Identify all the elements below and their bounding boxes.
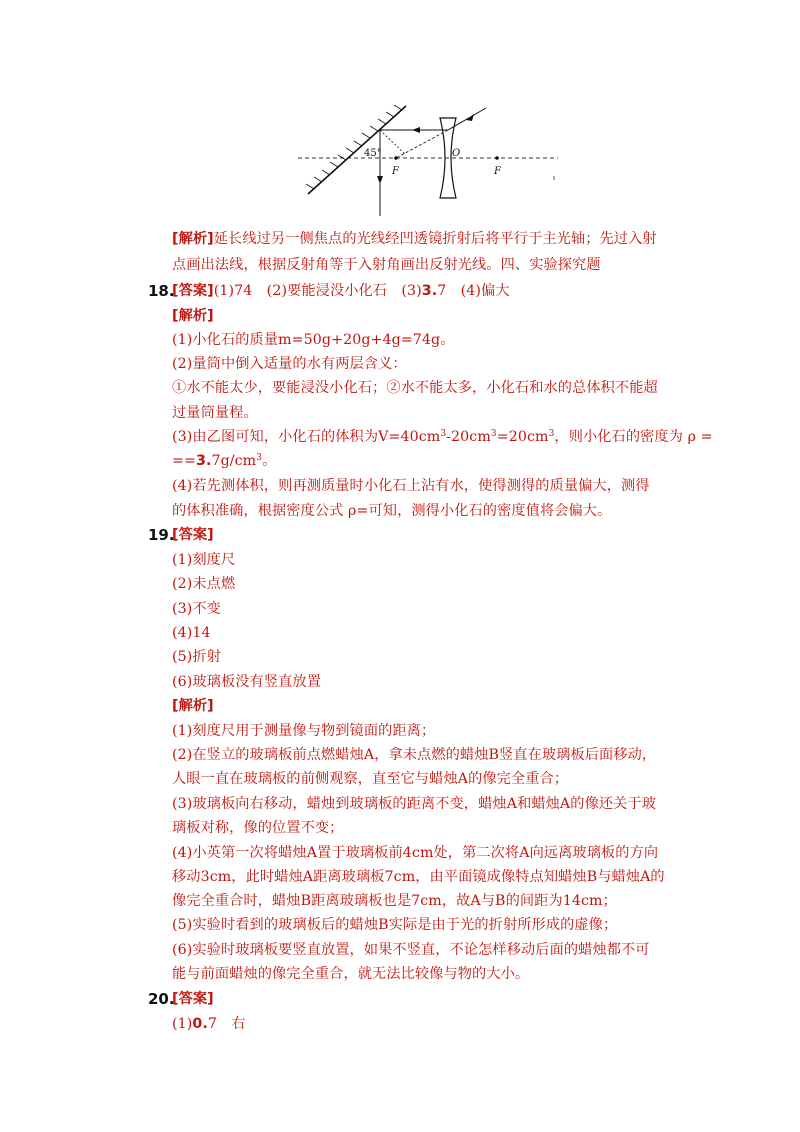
q19-analysis-line-6: (4)小英第一次将蜡烛A置于玻璃板前4cm处，第二次将A向远离玻璃板的方向 (172, 845, 659, 861)
q19-analysis-line-4: (3)玻璃板向右移动，蜡烛到玻璃板的距离不变，蜡烛A和蜡烛A的像还关于玻 (172, 796, 657, 812)
refracted-arrow (412, 127, 420, 133)
q20-answer-line (172, 1013, 246, 1035)
q19-answer-label: [答案] (172, 527, 214, 543)
q19-answer-4: (4)14 (172, 625, 211, 641)
q18-answer-label: [答案] (172, 283, 214, 299)
q19-analysis-line-7: 移动3cm，此时蜡烛A距离玻璃板7cm，由平面镜成像特点知蜡烛B与蜡烛A的 (172, 869, 665, 885)
q19-analysis-line-9: (5)实验时看到的玻璃板后的蜡烛B实际是由于光的折射所形成的虚像； (172, 917, 618, 933)
incident-arrow (466, 114, 474, 121)
q18-analysis-line-7: (4)若先测体积，则再测质量时小化石上沾有水，使得测得的质量偏大，测得 (172, 478, 650, 494)
focus-right-label: F (494, 166, 501, 177)
q20-answer-a: (1) (172, 1016, 193, 1032)
q18-volume-text-c: =20cm (496, 429, 549, 445)
center-label: O (452, 148, 461, 159)
q18-analysis-line-6 (172, 450, 276, 472)
focus-point-left (394, 156, 398, 160)
q18-density-c: 。 (262, 453, 277, 469)
q17-analysis-line-2: 点画出法线，根据反射角等于入射角画出反射光线。四、实验探究题 (172, 257, 601, 273)
angle-label: 45° (364, 148, 382, 159)
optics-diagram (296, 100, 560, 222)
q19-analysis-line-2: (2)在竖立的玻璃板前点燃蜡烛A，拿未点燃的蜡烛B竖直在玻璃板后面移动， (172, 747, 657, 763)
incident-ray (448, 108, 486, 130)
q19-answer-6: (6)玻璃板没有竖直放置 (172, 674, 321, 690)
q18-volume-text-a: (3)由乙图可知，小化石的体积为V=40cm (172, 429, 441, 445)
q19-analysis-line-8: 像完全重合时，蜡烛B距离玻璃板也是7cm，故A与B的间距为14cm； (172, 893, 617, 909)
q18-analysis-line-4: 过量筒量程。 (172, 405, 258, 421)
q18-sup-3: 3 (548, 429, 555, 439)
q18-sup-1: 3 (440, 429, 447, 439)
q18-analysis-line-5 (172, 426, 713, 448)
ray-extension (396, 130, 448, 158)
q19-analysis-line-11: 能与前面蜡烛的像完全重合，就无法比较像与物的大小。 (172, 966, 530, 982)
q18-answer-line (172, 280, 510, 302)
q19-analysis-line-3: 人眼一直在玻璃板的前侧观察，直至它与蜡烛A的像完全重合； (172, 771, 569, 787)
q18-volume-text-b: -20cm (446, 429, 491, 445)
q18-answer-a: (1)74 (2)要能浸没小化石 (3) (213, 283, 422, 299)
q17-analysis-label: [解析] (172, 231, 214, 247)
q18-density-bold: 3. (195, 453, 212, 469)
q19-analysis-line-1: (1)刻度尺用于测量像与物到镜面的距离； (172, 723, 436, 739)
q19-number: 19. (148, 526, 175, 544)
q17-analysis-line-1 (172, 228, 657, 250)
q19-analysis-line-10: (6)实验时玻璃板要竖直放置，如果不竖直，不论怎样移动后面的蜡烛都不可 (172, 942, 650, 958)
q20-answer-bold: 0. (192, 1016, 208, 1032)
q19-answer-1: (1)刻度尺 (172, 552, 236, 568)
q18-analysis-line-2: (2)量筒中倒入适量的水有两层含义： (172, 356, 407, 372)
reflected-arrow (377, 176, 383, 184)
q18-analysis-line-3: ①水不能太少，要能浸没小化石；②水不能太多，小化石和水的总体积不能超 (172, 380, 658, 396)
q18-analysis-line-1: (1)小化石的质量m=50g+20g+4g=74g。 (172, 332, 455, 348)
q19-analysis-label: [解析] (172, 698, 214, 714)
q18-sup-4: 3 (256, 453, 263, 463)
q18-analysis-label: [解析] (172, 308, 214, 324)
normal-line (380, 130, 406, 155)
q20-answer-label: [答案] (172, 991, 214, 1007)
mirror-hatching (306, 105, 402, 189)
q20-number: 20. (148, 990, 175, 1008)
q18-number: 18. (148, 282, 175, 300)
q19-answer-3: (3)不变 (172, 601, 221, 617)
q18-analysis-line-8: 的体积准确，根据密度公式 ρ=可知，测得小化石的密度值将会偏大。 (172, 503, 612, 519)
q18-sup-2: 3 (490, 429, 497, 439)
q18-answer-b: 7 (4)偏大 (437, 283, 510, 299)
q18-answer-bold: 3. (421, 283, 438, 299)
q19-answer-5: (5)折射 (172, 649, 221, 665)
q19-analysis-line-5: 璃板对称，像的位置不变； (172, 820, 344, 836)
q17-analysis-text-1: 延长线过另一侧焦点的光线经凹透镜折射后将平行于主光轴；先过入射 (213, 231, 657, 247)
q18-volume-text-d: ，则小化石的密度为 ρ = (554, 429, 713, 445)
focus-left-label: F (392, 166, 399, 177)
q19-answer-2: (2)未点燃 (172, 576, 236, 592)
q18-density-b: 7g/cm (211, 453, 257, 469)
focus-point-right (495, 156, 499, 160)
q18-density-a: == (172, 453, 196, 469)
q20-answer-b: 7 右 (207, 1016, 246, 1032)
plane-mirror (308, 106, 406, 194)
